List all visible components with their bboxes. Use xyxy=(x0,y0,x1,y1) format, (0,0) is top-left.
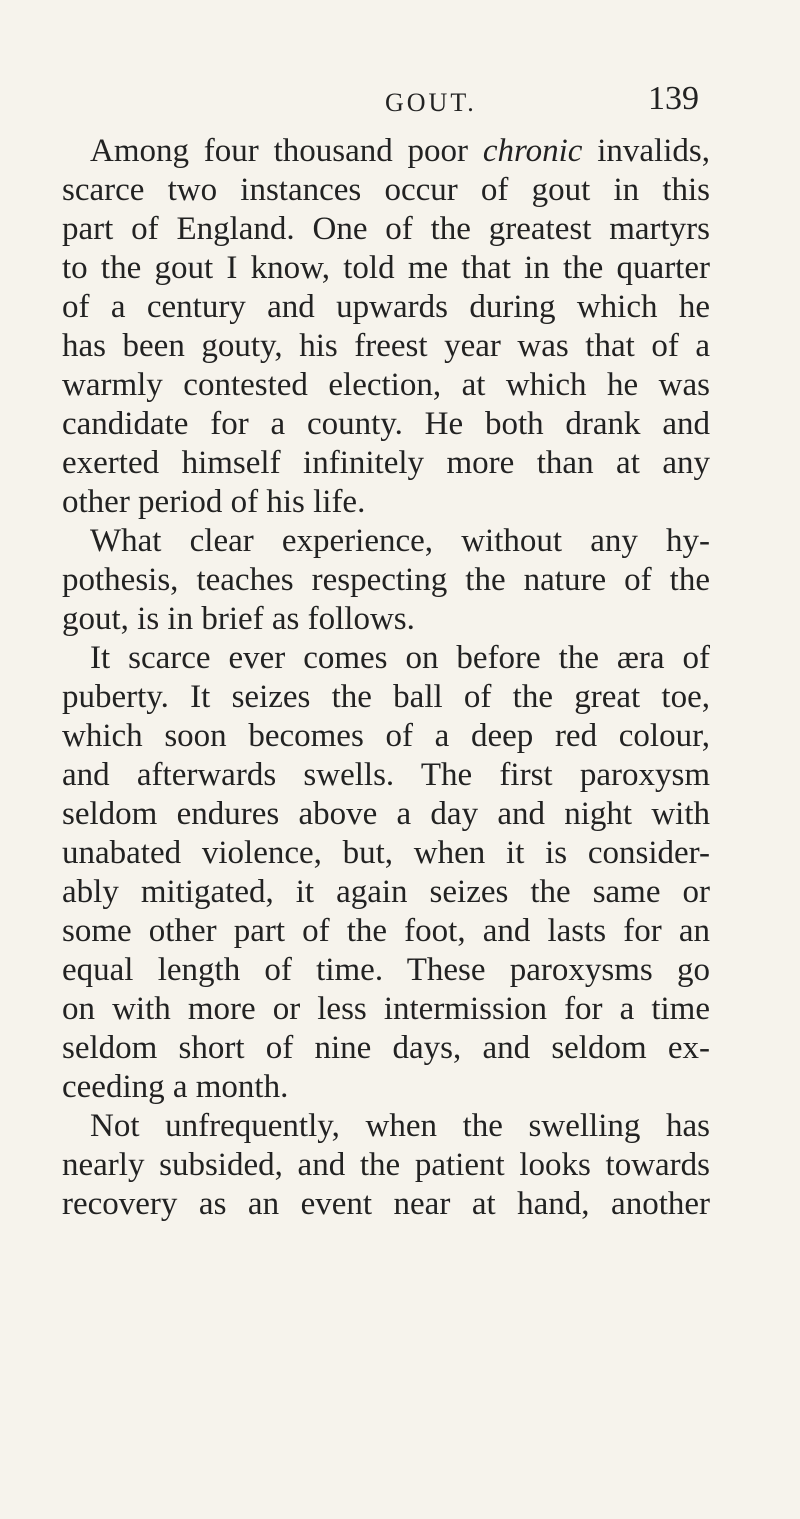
text-line: What clear experience, without any hy- xyxy=(90,523,710,559)
page-number: 139 xyxy=(648,80,699,117)
text-line: scarce two instances occur of gout in this xyxy=(62,172,710,208)
text-line: and afterwards swells. The first paroxysm xyxy=(62,757,710,793)
text-line: equal length of time. These paroxysms go xyxy=(62,952,710,988)
text-line: some other part of the foot, and lasts for an xyxy=(62,913,710,949)
page-header xyxy=(0,68,800,118)
text-line: of a century and upwards during which he xyxy=(62,289,710,325)
text-line: has been gouty, his freest year was that of a xyxy=(62,328,710,364)
text-line: ceeding a month. xyxy=(62,1069,289,1105)
running-title: GOUT. xyxy=(385,88,477,117)
text-line: to the gout I know, told me that in the quarter xyxy=(62,250,710,286)
text-line: unabated violence, but, when it is consider- xyxy=(62,835,710,871)
text-line: recovery as an event near at hand, another xyxy=(62,1186,710,1222)
text-line: seldom short of nine days, and seldom ex- xyxy=(62,1030,710,1066)
text-line: Among four thousand poor chronic invalids, xyxy=(90,133,710,169)
text-line: exerted himself infinitely more than at any xyxy=(62,445,710,481)
text-line: which soon becomes of a deep red colour, xyxy=(62,718,710,754)
text-line: nearly subsided, and the patient looks towards xyxy=(62,1147,710,1183)
text-line: It scarce ever comes on before the æra of xyxy=(90,640,710,676)
text-line: candidate for a county. He both drank and xyxy=(62,406,710,442)
text-line: pothesis, teaches respecting the nature of the xyxy=(62,562,710,598)
text-line: on with more or less intermission for a time xyxy=(62,991,710,1027)
text-line: seldom endures above a day and night with xyxy=(62,796,710,832)
italic-word: chronic xyxy=(482,133,583,169)
text-line: part of England. One of the greatest martyrs xyxy=(62,211,710,247)
text-line: puberty. It seizes the ball of the great toe, xyxy=(62,679,710,715)
text-line: warmly contested election, at which he was xyxy=(62,367,710,403)
text-line: gout, is in brief as follows. xyxy=(62,601,415,637)
text-line: Not unfrequently, when the swelling has xyxy=(90,1108,710,1144)
text-line: other period of his life. xyxy=(62,484,366,520)
text-line: ably mitigated, it again seizes the same or xyxy=(62,874,710,910)
